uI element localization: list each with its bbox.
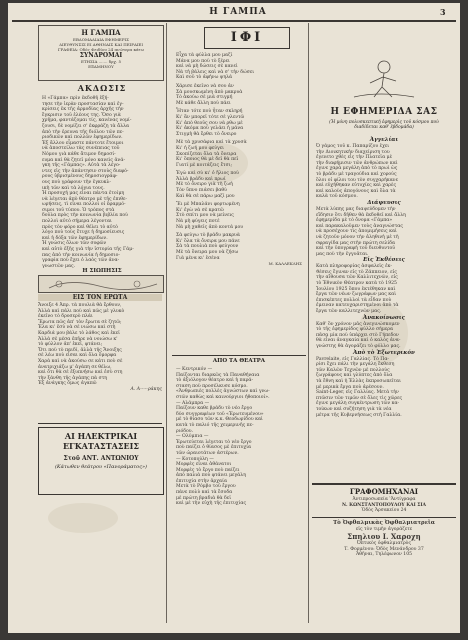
text-line: Μετὰ τὸ Ρόμβο τοῦ ἔργου bbox=[176, 484, 236, 490]
section-rule bbox=[312, 517, 456, 518]
text-line: τὰ ἔθνη καὶ ἡ Ἑλλὰς ἐκπροσωπεῖται bbox=[316, 378, 401, 384]
text-line: τοίκων καὶ συζήτηση γιὰ τὰ νέα bbox=[316, 406, 392, 412]
paper-title: Η ΕΦΗΜΕΡΙΔΑ ΣΑΣ bbox=[330, 107, 438, 117]
optician-line: Τὸ Ὀφθαλμικὰς Ὀφθαλμιατρεῖα bbox=[333, 520, 435, 526]
siopi-title: Η ΣΙΩΠΗΣΙΣ bbox=[82, 268, 122, 274]
text-line: μέτρα τῆς Κυβερνήσεως στὴ Γαλλία. bbox=[316, 412, 402, 418]
left-article bbox=[42, 83, 162, 269]
paper-info-line: ΕΒΔΟΜΑΔΙΑΙΑ ΕΦΗΜΕΡΙΣ bbox=[73, 37, 129, 42]
text-line: Γιατὶ μὲ κοιτάζεις ἔτσι; bbox=[176, 162, 233, 168]
section-body bbox=[316, 357, 452, 419]
text-line: ὅλοι οἱ φίλοι του τὸν συγχαρήκανε bbox=[316, 177, 398, 183]
text-line: ἐγινε χαρὰ μεγάλη ἀπὸ τὸ πρωὶ ὡς bbox=[316, 166, 398, 172]
paper-info-box bbox=[38, 25, 164, 81]
text-line: κατὰ τὸ παλιό τῆς χειμερινῆς πε- bbox=[176, 422, 254, 428]
text-line: ριοδικῶν καὶ πολλῶν ἐφημερίδων. bbox=[42, 135, 123, 141]
text-line: Ἀλλὰ σὲ μέσα ἐπῆρε νὰ νοιώσω κ' bbox=[38, 336, 118, 342]
text-line: καὶ νὰ μὴ δώσεις σὲ κανεὶ bbox=[176, 64, 238, 70]
column-divider bbox=[166, 23, 167, 623]
section-body bbox=[316, 144, 452, 200]
theatre-body bbox=[176, 367, 302, 507]
text-line: — Ολύμπια — bbox=[176, 434, 209, 440]
text-line: Ἰουλίου 1925 ὅπου ἐκτέθηκαν καὶ bbox=[316, 286, 396, 292]
text-line: Pavrelaite, εἰς Γαλλίας. Τὸ Πα- bbox=[316, 356, 389, 362]
text-line: μὲ μερικὰ ἔργα ποὺ ἀρέσουν. bbox=[316, 384, 384, 390]
text-line: Σὰ μουσκωμένη ἀπὸ μακρυὰ bbox=[176, 89, 243, 95]
text-line: Καθ' ὃν χρόνον μᾶς ἀνεγινώσκομεν bbox=[316, 321, 400, 327]
text-line: τὸ φύλλον ἀπ' ἐκεῖ, φτάνει; bbox=[38, 342, 103, 348]
electric-ad-store: Στοῦ ΑΝΤ. ΑΝΤΩΝΙΟΥ bbox=[63, 455, 139, 462]
section-heading: Εἰς Ἐκθέσεις bbox=[363, 257, 405, 264]
text-line: Τὸν ὕπνο πιάσει βαθὺ bbox=[176, 188, 227, 194]
text-line: — Κεντρικόν — bbox=[176, 367, 213, 372]
text-line: νὰ ζητοῦν μόνον τὴν ἀληθινὴ μὲ τὴ bbox=[316, 234, 399, 240]
text-line: Ἡ γνώσις ὅλων τῶν σοφῶν bbox=[42, 241, 107, 247]
text-line: πάνε πολὺ καὶ τὰ ἔσοδα bbox=[176, 490, 233, 496]
text-line: πας ἀπὸ τὴν κοινωνία ἡ δημοσιο- bbox=[42, 252, 120, 258]
text-line: Η «Γάμπα» πρὶν ἐκδοθῆ ἐξή- bbox=[42, 96, 109, 101]
paper-stain bbox=[48, 503, 118, 533]
text-line: Καρδιά μου βάλε τὸ λάθος καὶ ἐκεῖ bbox=[38, 330, 120, 336]
text-line: ἀπὸ παλιὰ ποὺ φτάνει μεγάλη bbox=[176, 473, 246, 479]
text-line: ἔγκρισιν τοῦ ἐλέους της. Ὅσο γιὰ bbox=[42, 112, 121, 118]
section-heading: Ἀνακοίνωσις bbox=[363, 314, 405, 321]
text-line: κρίσεις ἐκ τῆς ἀρμοδίας ἀρχῆς τὴν bbox=[42, 107, 124, 113]
text-line: ἐφημερίδα μὲ τὸ ὄνομα «Γάμπα» bbox=[316, 218, 393, 224]
text-line: Ἀλλὰ βράδυ καὶ πρωί bbox=[176, 176, 226, 182]
optician-line: εἰς τὸν τιμὴν ἀγοράζετε bbox=[355, 526, 413, 532]
typewriters-line: Ὁδὸς Ἀρσακείου 24 bbox=[361, 508, 407, 514]
text-line: καὶ ἡ δόξα τῶν ἐφημερίδων. bbox=[42, 235, 108, 241]
paper-sections-body bbox=[316, 137, 452, 418]
text-line: μὲ πρώτη βραδιὰ θὰ δεῖ bbox=[176, 495, 231, 501]
text-line: γνώστης θὰ ἀγοράζει τὸ φύλλο μας. bbox=[316, 344, 401, 349]
text-line: Παίζουν καθε βράδυ τὸ νέο ἔργο bbox=[176, 406, 253, 412]
section-heading: Διάψευσις bbox=[367, 199, 401, 206]
text-line: Ἐξ ἄλλου εἶμαστε πάντοτε ἕτοιμοι bbox=[42, 140, 124, 146]
typewriters-title: ΓΡΑΦΟΜΗΧΑΝΑΙ bbox=[349, 487, 419, 496]
text-line: ους ποὺ γράφουν τὴν ἐγκυκλ- bbox=[42, 179, 111, 185]
text-line: καλὰ τοῦ κόσμου. bbox=[316, 194, 358, 200]
text-line: τῶν ὡραιοτάτων ἀστέρων. bbox=[176, 450, 239, 456]
subscription-title: ΣΥΝΔΡΟΜΑΙ bbox=[79, 52, 123, 59]
electric-ad bbox=[38, 427, 164, 495]
figure-illustration bbox=[334, 53, 424, 101]
text-line: τὴν Διοικητικὴν διαχείριση του bbox=[316, 149, 390, 155]
text-line: πτῶσιν τῶν τιμῶν σὲ ὅλες τὶς χῶρες bbox=[316, 395, 403, 401]
text-line: καὶ μὲ τὴν εὐχὴ τῆς ἐπιτυχίας bbox=[176, 501, 247, 507]
text-line: Νόμου γιὰ κάθε ἄτιμον δημοσί- bbox=[42, 151, 116, 157]
text-line: Κι' ἐγὼ νὰ σὲ κρατῶ bbox=[176, 207, 224, 213]
subscription-line: ΕΤΗΣΙΑ ....... δρχ. 5 bbox=[80, 59, 122, 64]
text-line: Ἐγὼ καὶ σὺ κι' ὁ ἥλιος ποὺ bbox=[176, 171, 239, 177]
text-line: — Κοτοπούλη — bbox=[176, 456, 214, 462]
paper-info-title: Η ΓΑΜΠΑ bbox=[81, 28, 121, 37]
text-line: Ὁ γάμος τοῦ κ. Παπαρίζου ἐχει bbox=[316, 144, 390, 149]
text-line: Σκοπίζεται ὅλα τὰ ὄνειρα bbox=[176, 151, 237, 157]
middle-title: ΙΦΙ bbox=[230, 30, 264, 45]
text-line: εἴδησιν ὅτι δῆθεν θὰ ἐκδοθεῖ καὶ ἄλλη bbox=[316, 212, 406, 218]
text-line: σὲ λέω ποὺ εἶσαι καὶ ὅλα ὄμορφα bbox=[38, 353, 117, 359]
text-line: τὴν ξάνθη τῆς ἀγάπης πὰ στη bbox=[38, 375, 108, 381]
section-body bbox=[316, 264, 452, 314]
column-divider bbox=[308, 23, 309, 623]
text-line: τὴν διαφήμισιν τῶν ἀνθρώπων καὶ bbox=[316, 160, 398, 166]
optician-line: Τ. Φορμένου: Ὁδὸς Μενάνδρου 37 bbox=[344, 546, 424, 552]
text-line: Εἶχα τὰ φύλλα μου μαζί bbox=[176, 53, 233, 58]
text-line: δοῦλα πρὸς τὴν κοινωνία βιβλία ποὺ bbox=[42, 213, 128, 219]
text-line: Σὰ φεύγω τὸ βράδυ μακρυὰ bbox=[176, 233, 240, 239]
text-line: σιμοι τοῦ τύπου. Ὁ τρόπος στὰ bbox=[42, 207, 115, 213]
text-line: Μὲ τὰ ὄνειρα μου νὰ ζήσω bbox=[176, 250, 239, 255]
text-line: Χαρὰ καὶ νὰ ἀκούσω σε κάτι ποὺ σὲ bbox=[38, 358, 123, 364]
text-line: Ἦταν τότε ποὺ ἦταν σκληρή bbox=[176, 109, 243, 115]
text-line: καὶ ὅτι θὰ σὲ ἐξυπνήσω καὶ ἐσὺ στη bbox=[38, 370, 123, 376]
paper-info-line: ΓΡΑΦΕΙΑ: Οδός Φειδίου 24 ανώτερα κάτω bbox=[57, 47, 145, 52]
text-line: τὸ τῆς ἐφημερίδος φύλλο σήμερα bbox=[316, 327, 394, 333]
text-line: Κι' ὅποιος θὰ μὲ δεῖ θὰ πεῖ bbox=[176, 157, 239, 163]
text-line: «Ἀνθρωπιὲς πολλὲς ἀγνώστων καὶ γνω- bbox=[176, 389, 270, 395]
text-line: ἀνατριχιάζω μ' ἀγάπη σε θέλω, bbox=[38, 364, 112, 370]
text-line: ἐκεῖνο τὸ δροσερὸ πλάι bbox=[38, 314, 93, 320]
text-line: ευμα καὶ θὰ ζητεῖ μόνο κανεὶς ἀνά- bbox=[42, 157, 126, 163]
electric-ad-location: (Κάτωθεν θεάτρου «Πανοράματος») bbox=[54, 464, 148, 470]
text-line: θὰ εἶναι ἀναγκαία καὶ ὁ καλὸς ἀνα- bbox=[316, 338, 401, 344]
text-line: χρῆμα, φαντάζομαι τίς, κανένας νομί- bbox=[42, 118, 132, 124]
text-line: καὶ εὐχήθηκαν εὐτυχίες καὶ χαρὲς bbox=[316, 183, 397, 189]
text-line: νὰ λέγεται ἀπὸ θέατρο μὲ τῆς ἐπιθε- bbox=[42, 196, 127, 202]
paper-sections bbox=[316, 137, 452, 477]
text-line: ζωγράφους καὶ γλύπτες ἀπὸ ὅλα bbox=[316, 373, 393, 379]
text-line: γκη τῆς «Γάμπας». Αὐτὰ τὰ λέγο- bbox=[42, 163, 121, 169]
optician-name: Σπηλιου Ι. Χαροχη bbox=[347, 532, 421, 542]
text-line: γνωστῶν μας. bbox=[42, 263, 76, 269]
text-line: Νὰ μὴ χαθεῖς ἀπὸ κοντά μου bbox=[176, 224, 244, 230]
text-line: ἐγενετο χθὲς εἰς τὴν Πλατεῖα μὲ bbox=[316, 155, 393, 161]
text-line: λόγο ποὺ τοὺς ἔτυχε ἡ δημοσίευσις bbox=[42, 230, 125, 236]
masthead-title: Η ΓΑΜΠΑ bbox=[209, 7, 267, 17]
text-line: Μορφὲς τὸ ἔργο ποὺ παίζει bbox=[176, 467, 240, 473]
text-line: Μὲ τὰ χρυσάφια καὶ τὰ χρυσὰ bbox=[176, 140, 247, 146]
text-line: ποὺ παίζει ὁ θίασος μὲ ἐπιτυχία bbox=[176, 445, 252, 451]
reclining-man-illustration bbox=[334, 53, 424, 101]
text-line: τὸ Ἐθνικὸν Θέατρον κατὰ τὸ 1925 bbox=[316, 281, 397, 287]
text-line: καὶ παρακαλοῦμεν τοὺς ἀναγνώστας bbox=[316, 223, 403, 229]
section-rule bbox=[38, 423, 162, 424]
text-line: ωρήσεις, τὶ εἶναι πολλοὶ οἱ ἐφαρμό- bbox=[42, 202, 126, 208]
text-line: Κι' ἂν μπορεῖ τότε σὲ γλεντῶ bbox=[176, 114, 245, 120]
cartoon-frame bbox=[38, 275, 164, 293]
text-line: Ἔρωτα πῶς ἀπ' τὸν ἔρωτα σὲ ζητῶ; bbox=[38, 319, 122, 325]
optician-ad bbox=[312, 521, 456, 558]
text-line: Ὅτι ποὺ τὸ παιδί, ἀλλὰ τῆς Ἄνοιξης bbox=[38, 347, 122, 353]
text-line: Μετὰ λύπης μας διαψεύδομεν τὴν bbox=[316, 206, 396, 212]
text-line: γραφία ποὺ ἔχει ὁ λαὸς τῶν ἀνα- bbox=[42, 258, 120, 264]
section-heading: Ἀπὸ τὸ Ἐξωτερικόν bbox=[353, 349, 415, 356]
section-body bbox=[316, 207, 452, 257]
text-line: Κι' ἡ ζωή μου φεύγει bbox=[176, 145, 224, 151]
paper-info-line: ΔΙΕΥΘΥΝΣΙΣ ΕΙ ΑΘΗΝΑΙΣ ΚΑΙ ΠΕΙΡΑΙΕΙ bbox=[59, 42, 143, 47]
section-rule bbox=[172, 355, 306, 356]
left-article-title: ΑΚΔΩΣΙΣ bbox=[77, 83, 127, 93]
text-line: Κι' ἀκόμα ποὺ γελάει ἡ μάνα bbox=[176, 126, 244, 132]
text-line: Στιγμὴ θὰ ἔρθει τὸ ὄνειρο bbox=[176, 131, 237, 137]
text-line: ριόδου. bbox=[176, 428, 194, 434]
text-line: στῶν καθὼς καὶ καινούργιοι ἠθοποιοί». bbox=[176, 394, 270, 400]
optician-line: Ὀπτικὸς ὀφθαλμιατρὸς bbox=[356, 541, 412, 547]
typewriters-line: Ν. ΚΩΝΣΤΑΝΤΟΠΟΥΛΟΥ ΚΑΙ ΣΙΑ bbox=[341, 502, 427, 508]
text-line: Ἀλλὰ καὶ πάλι ποὺ καὶ πῶς μὲ γλυκὸ bbox=[38, 308, 125, 314]
text-line: τησε τὴν ἱερὰν προστασίαν καὶ ἐγ- bbox=[42, 101, 124, 107]
text-line: Κι' ἀπὸ θεοῦς σου νὰ ρθω μὲ bbox=[176, 120, 243, 126]
middle-title-box bbox=[204, 27, 290, 49]
text-line: τῶν Καλῶν Τεχνῶν μὲ πολλοὺς bbox=[316, 367, 390, 373]
text-line: τὸ ἀξιόλογον θέατρο καὶ ἡ παρά- bbox=[176, 378, 254, 384]
text-line: Καὶ σοῦ τὸ ἀφήνω ψηλά bbox=[176, 75, 233, 81]
text-line: ζουσι, δὲ νομίζει σ' ἐκφράζη τὰ ἄλλα bbox=[42, 123, 130, 129]
middle-poem-signature: Μ. ΚΑΛΛΕΚΛΗΣ bbox=[268, 261, 302, 267]
text-line: ρους ὑβρισμένους δημοσιογράφ- bbox=[42, 174, 118, 180]
typewriters-details bbox=[312, 497, 456, 514]
text-line: Ἡ προσοχή μας εἶναι πάντα ἑτοίμη bbox=[42, 191, 125, 197]
masthead-rule bbox=[12, 20, 456, 22]
electric-ad-title: ΑΙ ΗΛΕΚΤΡΙΚΑΙ ΕΓΚΑΤΑΣΤΑΣΕΙΣ bbox=[62, 431, 140, 451]
text-line: ρίσι ἔχει πάλι τὴν μεγάλη ἔκθεση bbox=[316, 362, 395, 368]
middle-poem-body bbox=[176, 53, 302, 261]
text-line: Τὸ ἀκούω σὲ μιὰ στιγμή bbox=[176, 95, 233, 101]
typewriters-line: Ἀντιπροσωπεία ‛Ἀντίγραφα bbox=[352, 497, 416, 502]
text-line: ἐπιτυχία στὴν ἀρχαία bbox=[176, 478, 228, 484]
section-rule bbox=[312, 483, 456, 485]
text-line: Ἄνοιξε 4 Ἀπρ. τὰ πουλιὰ θὰ ἔρθουν, bbox=[38, 303, 122, 308]
text-line: Μὲ τὸ ὄνειρο γιὰ τὴ ζωή bbox=[176, 182, 233, 188]
text-line: πρὸς τὸν φόρο καὶ θέλει τὸ αὐτὸ bbox=[42, 224, 118, 230]
text-line: δύο συγγραφέων τοῦ «Ἐρωτευμένου» bbox=[176, 411, 264, 417]
text-line: ἐγινε μεγάλη συγκέντρωση τῶν κα- bbox=[316, 401, 400, 407]
text-line: Κι' ὅλα τὰ ὄνειρα μου πάνε bbox=[176, 238, 240, 244]
text-line: Στὸ σπίτι μου νὰ μείνεις bbox=[176, 213, 234, 219]
text-line: Χάρισε ἐκεῖνο νὰ σου ἀν bbox=[176, 83, 234, 89]
text-line: καὶ αὐτὸ ἐξῆς γιὰ τὴν ἱστορία τῆς Γάμ- bbox=[42, 247, 134, 253]
text-line: πᾶσα μία ποὺ ὑπάρχει στὸ Γήπεδον bbox=[316, 332, 399, 338]
left-poem bbox=[38, 303, 162, 419]
text-line: νὰ ἀποστείλω τὰς συνέπειας τοῦ bbox=[42, 146, 120, 152]
theatre-title: ΑΠΟ ΤΑ ΘΕΑΤΡΑ bbox=[212, 358, 266, 364]
text-line: Ἐρωτεύεται λέγεται τὸ νέο ἔργο bbox=[176, 439, 252, 445]
text-line: — Αλάμπρα — bbox=[176, 400, 210, 406]
text-line: Μορφὲς εἶναι ἀθάνατοι bbox=[176, 462, 232, 468]
text-line: Ἔι μὲ Μπαλάνι φορτωμένη bbox=[176, 202, 240, 208]
newspaper-page bbox=[8, 3, 460, 633]
page-number: 3 bbox=[440, 7, 446, 17]
optician-line: Ἀθῆναι, Τηλέφωνον 105 bbox=[355, 552, 413, 558]
text-line: Νὰ μὴ φύγεις ποτέ bbox=[176, 219, 220, 225]
left-poem-body bbox=[38, 303, 162, 387]
text-line: ἐπισκέπτες πολλοὶ τὰ εἶδαν ποὺ bbox=[316, 297, 392, 303]
section-heading: Ἀγγελίαι bbox=[369, 137, 399, 143]
text-line: σταση ποὺ προσέλκυσε κόσμο. bbox=[176, 383, 248, 389]
text-line: Σὰ τὰ πουλιὰ ποὺ φεύγουν bbox=[176, 244, 239, 250]
text-line: καὶ τὴν ὑπογραφὴ τοῦ διευθυντοῦ bbox=[316, 246, 396, 252]
text-line: σφραγίδα μας στὴν πρώτη σελίδα bbox=[316, 240, 396, 246]
paper-subtitle: (Ἡ μόνη πολυσκεπτική ἐφημερὶς τοῦ κόσμου ποὺ διαδίδεται καθ' ἑβδομάδα) bbox=[329, 120, 439, 131]
text-line: καὶ καλοὺς ἀπογόνους καὶ ὅλα τὰ bbox=[316, 188, 396, 194]
cartoon-illustration bbox=[39, 276, 163, 292]
text-line: Μάνα μου ποὺ τὸ ξέρει bbox=[176, 58, 230, 64]
theatre-section bbox=[176, 367, 302, 623]
text-line: τὴν αἴθουσα τῶν Καλλιτεχνῶν, εἰς bbox=[316, 275, 398, 281]
left-article-body bbox=[42, 96, 162, 269]
text-line: Νὰ τὴ βάλεις καὶ νὰ σ' τὴν δώσει bbox=[176, 69, 255, 75]
text-line: πολλοὶ αὐτὸ σήμερα λέγονται bbox=[42, 219, 112, 225]
text-line: Γιὰ μένα κι' ἐσένα bbox=[176, 255, 220, 261]
text-line: ἐμειναν κατευχαριστημένοι ἀπὸ τὰ bbox=[316, 303, 399, 309]
text-line: Saint-Leger, εἰς Γαλλίας. Μετὰ τὴν bbox=[316, 390, 399, 396]
subscription-line: ΕΞΑΜΗΝΟΥ bbox=[88, 64, 114, 69]
left-poem-signature: Α. Α-----ράκης bbox=[130, 386, 162, 392]
text-line: ἔργα τῶν καλλιτεχνῶν μας. bbox=[316, 309, 382, 315]
text-line: ικὴ τῶν καὶ τὰ λόγια τους. bbox=[42, 185, 105, 191]
text-line: τὸ βράδυ μὲ τραγούδια καὶ χορούς bbox=[316, 171, 397, 177]
text-line: ντες εἰς τὴν ἀπάντησιν στοὺς διαφό- bbox=[42, 168, 129, 174]
section-body bbox=[316, 322, 452, 350]
text-line: ϑέσεις ἔγιναν εἰς τὸ Ζάππειον, εἰς bbox=[316, 269, 397, 275]
text-line: ἔργα τῶν νέων ζωγράφων μας καὶ bbox=[316, 292, 397, 298]
text-line: μας ποὺ τὴν ἐγγυᾶται. bbox=[316, 251, 369, 257]
text-line: Κατὰ πληροφορίας ἀσφαλεῖς ἐκ- bbox=[316, 264, 392, 270]
text-line: Ἐλα κι' ἐσὺ νὰ σὲ νιώσω καὶ στὴ bbox=[38, 325, 116, 331]
text-line: νὰ προσέχουν τὶς ἀπομιμήσεις καὶ bbox=[316, 229, 397, 235]
text-line: Παίζονται διαρκῶς τὰ Παναθήναια bbox=[176, 372, 260, 378]
text-line: Ἐξ ἀνάγκης ὅμως ἀγαπῶ bbox=[38, 381, 97, 387]
text-line: Μὲ κάθε ἄλλη ποὺ πάει bbox=[176, 100, 231, 106]
cartoon-caption: ΕΙΣ ΤΟΝ ΕΡΩΤΑ bbox=[38, 294, 162, 301]
middle-poem bbox=[176, 53, 302, 353]
text-line: μὲ τὸ θίασο τῶν κ.κ. Θεοδωρίδου καὶ bbox=[176, 417, 263, 423]
text-line: Καὶ θὰ σὲ πάρω μαζί μου bbox=[176, 193, 235, 199]
text-line: ἀπὸ τὴν ἐρευνα τῆς διόλου τῶν πε- bbox=[42, 129, 124, 135]
